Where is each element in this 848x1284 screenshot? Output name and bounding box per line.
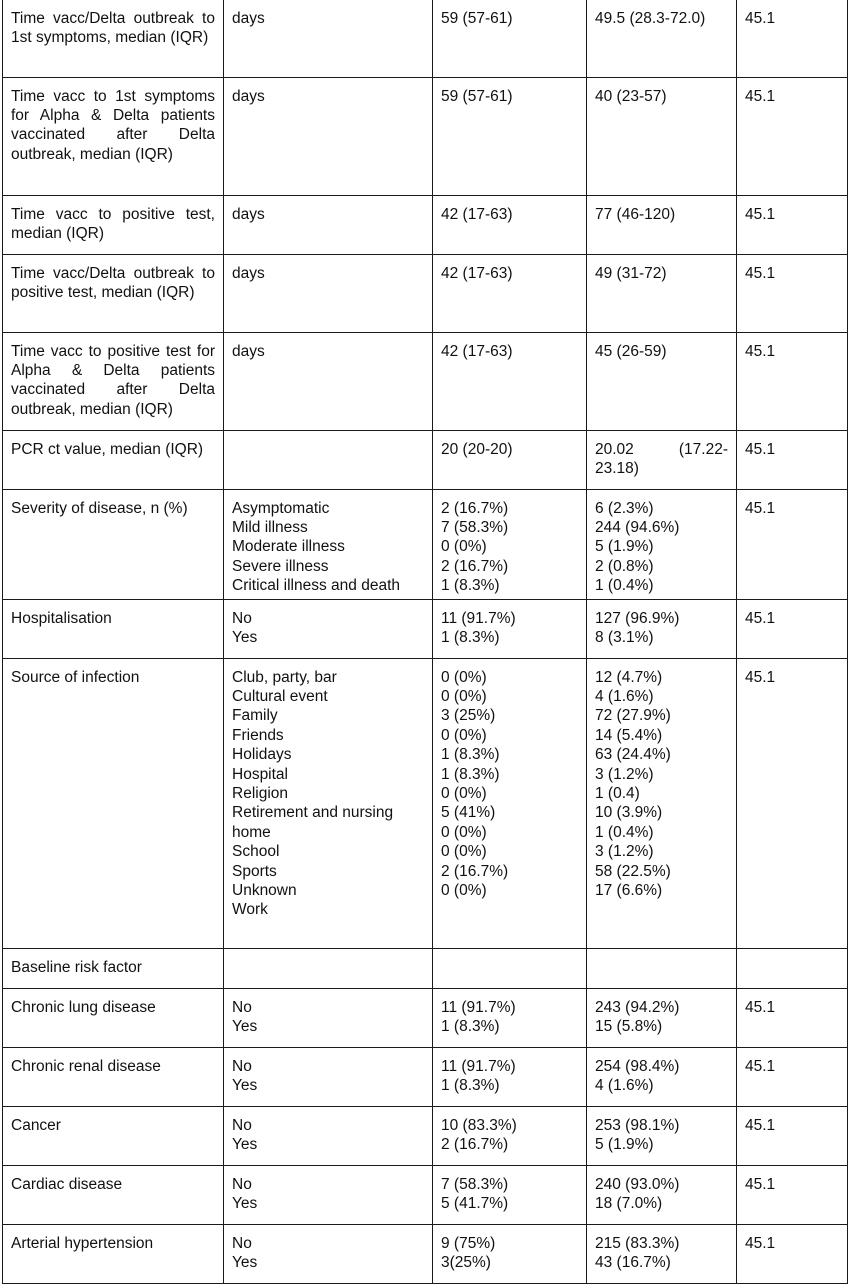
table-row — [3, 658, 848, 948]
group2-value: 6 (2.3%) — [595, 499, 654, 517]
p-value-cell — [737, 489, 848, 599]
group1-value: 2 (16.7%) — [441, 557, 509, 575]
group1-cell — [433, 0, 587, 77]
category-cell — [224, 1165, 433, 1224]
table-row — [3, 1106, 848, 1165]
category-cell — [224, 489, 433, 599]
p-value-cell — [737, 1165, 848, 1224]
group2-cell — [587, 1165, 737, 1224]
group2-value: 45 (26-59) — [595, 342, 667, 360]
group2-value: 12 (4.7%) — [595, 668, 663, 686]
group1-value: 0 (0%) — [441, 784, 487, 802]
category-value: Yes — [232, 628, 258, 646]
group2-value: 3 (1.2%) — [595, 765, 654, 783]
category-cell — [224, 254, 433, 332]
group2-value: 49.5 (28.3-72.0) — [595, 10, 706, 27]
group2-value: 17 (6.6%) — [595, 881, 663, 899]
group1-cell — [433, 254, 587, 332]
row-label-cell — [3, 658, 224, 948]
row-label: Severity of disease, n (%) — [11, 499, 188, 517]
category-value: Sports — [232, 862, 277, 880]
category-value: Asymptomatic — [232, 499, 330, 517]
group2-value: 4 (1.6%) — [595, 1076, 654, 1094]
table-row — [3, 254, 848, 332]
group1-cell — [433, 430, 587, 489]
row-label-cell — [3, 1165, 224, 1224]
category-value: Yes — [232, 1253, 258, 1271]
table-row — [3, 948, 848, 988]
category-value: Religion — [232, 784, 289, 802]
group2-value: 15 (5.8%) — [595, 1017, 663, 1035]
group1-value: 7 (58.3%) — [441, 518, 509, 536]
group2-value: 254 (98.4%) — [595, 1057, 680, 1075]
group1-value: 2 (16.7%) — [441, 499, 509, 517]
p-value: 45.1 — [745, 440, 776, 458]
category-value: Cultural event — [232, 687, 328, 705]
category-cell — [224, 77, 433, 195]
category-cell — [224, 1224, 433, 1283]
group2-value: 14 (5.4%) — [595, 726, 663, 744]
table-row — [3, 1224, 848, 1283]
category-value: No — [232, 609, 252, 627]
category-value: days — [232, 264, 265, 282]
group1-value: 0 (0%) — [441, 538, 487, 556]
p-value: 45.1 — [745, 998, 776, 1016]
table-row — [3, 0, 848, 77]
p-value: 45.1 — [745, 499, 776, 517]
group2-value: 18 (7.0%) — [595, 1194, 663, 1212]
group2-cell — [587, 658, 737, 948]
row-label: Time vacc to positive test, median (IQR) — [11, 205, 215, 242]
p-value: 45.1 — [745, 1116, 776, 1134]
group1-cell — [433, 1047, 587, 1106]
row-label: Time vacc/Delta outbreak to positive test, median (IQR) — [11, 264, 215, 301]
category-value: Club, party, bar — [232, 668, 337, 686]
category-value: School — [232, 843, 280, 861]
group2-value: 58 (22.5%) — [595, 862, 671, 880]
group1-value: 0 (0%) — [441, 823, 487, 841]
category-cell — [224, 332, 433, 430]
category-value: No — [232, 1175, 252, 1193]
group2-cell — [587, 1224, 737, 1283]
group1-value: 11 (91.7%) — [441, 1057, 516, 1075]
category-value: Mild illness — [232, 518, 308, 536]
group2-value: 77 (46-120) — [595, 205, 676, 223]
group1-cell — [433, 1224, 587, 1283]
group2-cell — [587, 1047, 737, 1106]
category-cell — [224, 430, 433, 489]
group1-value: 5 (41%) — [441, 804, 496, 822]
category-value: Hospital — [232, 765, 288, 783]
table-row — [3, 988, 848, 1047]
table-row — [3, 489, 848, 599]
group1-value: 10 (83.3%) — [441, 1116, 517, 1134]
group2-value: 8 (3.1%) — [595, 628, 654, 646]
row-label: Time vacc to 1st symptoms for Alpha & Delta patients vaccinated after Delta outbreak, median (IQR) — [11, 87, 215, 163]
group1-value: 1 (8.3%) — [441, 577, 500, 595]
category-cell — [224, 1047, 433, 1106]
category-value: No — [232, 998, 252, 1016]
p-value-cell — [737, 77, 848, 195]
category-value: home — [232, 823, 271, 841]
group1-value: 0 (0%) — [441, 843, 487, 861]
category-cell — [224, 948, 433, 988]
group2-value: 244 (94.6%) — [595, 518, 680, 536]
category-cell — [224, 988, 433, 1047]
row-label-cell — [3, 988, 224, 1047]
category-value: Yes — [232, 1017, 258, 1035]
group1-value: 2 (16.7%) — [441, 862, 509, 880]
group1-cell — [433, 332, 587, 430]
row-label: Chronic renal disease — [11, 1057, 161, 1075]
group2-cell — [587, 948, 737, 988]
category-value: No — [232, 1057, 252, 1075]
group2-cell — [587, 430, 737, 489]
p-value-cell — [737, 988, 848, 1047]
group1-cell — [433, 1106, 587, 1165]
category-value: Retirement and nursing — [232, 804, 394, 822]
data-table — [2, 0, 848, 1284]
row-label-cell — [3, 332, 224, 430]
group1-value: 0 (0%) — [441, 726, 487, 744]
p-value-cell — [737, 658, 848, 948]
p-value: 45.1 — [745, 609, 776, 627]
row-label: Time vacc/Delta outbreak to 1st symptoms, median (IQR) — [11, 10, 215, 47]
row-label-cell — [3, 599, 224, 658]
p-value: 45.1 — [745, 342, 776, 360]
group1-value: 42 (17-63) — [441, 205, 513, 223]
group2-cell — [587, 1106, 737, 1165]
group1-cell — [433, 599, 587, 658]
category-value: Unknown — [232, 881, 297, 899]
category-value: Friends — [232, 726, 284, 744]
row-label: Chronic lung disease — [11, 998, 156, 1016]
group2-value: 40 (23-57) — [595, 87, 667, 105]
row-label: PCR ct value, median (IQR) — [11, 440, 204, 458]
category-value: Work — [232, 901, 268, 919]
category-value: Moderate illness — [232, 538, 345, 556]
row-label: Baseline risk factor — [11, 958, 142, 976]
category-value: Yes — [232, 1194, 258, 1212]
category-value: days — [232, 10, 265, 27]
category-cell — [224, 599, 433, 658]
row-label: Time vacc to positive test for Alpha & Delta patients vaccinated after Delta outbreak, median (IQR) — [11, 342, 215, 418]
row-label-cell — [3, 948, 224, 988]
group1-value: 3 (25%) — [441, 707, 496, 725]
group2-cell — [587, 0, 737, 77]
group2-value: 5 (1.9%) — [595, 538, 654, 556]
row-label-cell — [3, 1047, 224, 1106]
p-value: 45.1 — [745, 87, 776, 105]
p-value: 45.1 — [745, 1234, 776, 1252]
group2-value: 2 (0.8%) — [595, 557, 654, 575]
group2-value: 72 (27.9%) — [595, 707, 671, 725]
category-value: Yes — [232, 1135, 258, 1153]
group1-value: 59 (57-61) — [441, 87, 513, 105]
row-label-cell — [3, 1224, 224, 1283]
group1-value: 59 (57-61) — [441, 10, 513, 27]
row-label-cell — [3, 0, 224, 77]
group1-value: 0 (0%) — [441, 668, 487, 686]
group1-value: 11 (91.7%) — [441, 609, 516, 627]
group2-value: 1 (0.4) — [595, 784, 640, 802]
category-value: days — [232, 87, 265, 105]
p-value: 45.1 — [745, 264, 776, 282]
p-value-cell — [737, 1106, 848, 1165]
row-label-cell — [3, 77, 224, 195]
table-row — [3, 430, 848, 489]
group1-cell — [433, 1165, 587, 1224]
group2-cell — [587, 77, 737, 195]
group1-cell — [433, 988, 587, 1047]
group1-value: 5 (41.7%) — [441, 1194, 509, 1212]
p-value-cell — [737, 1047, 848, 1106]
group2-cell — [587, 489, 737, 599]
category-cell — [224, 1106, 433, 1165]
category-value: Yes — [232, 1076, 258, 1094]
group2-value: 1 (0.4%) — [595, 577, 654, 595]
group1-value: 2 (16.7%) — [441, 1135, 509, 1153]
table-row — [3, 195, 848, 254]
group1-value: 1 (8.3%) — [441, 628, 500, 646]
group2-cell — [587, 254, 737, 332]
group2-value: 3 (1.2%) — [595, 843, 654, 861]
group1-value: 7 (58.3%) — [441, 1175, 509, 1193]
p-value-cell — [737, 599, 848, 658]
category-value: Severe illness — [232, 557, 329, 575]
category-cell — [224, 0, 433, 77]
p-value: 45.1 — [745, 205, 776, 223]
category-value: No — [232, 1234, 252, 1252]
group2-value: 215 (83.3%) — [595, 1234, 680, 1252]
p-value-cell — [737, 254, 848, 332]
category-cell — [224, 658, 433, 948]
group1-value: 1 (8.3%) — [441, 746, 500, 764]
p-value: 45.1 — [745, 1057, 776, 1075]
group1-cell — [433, 948, 587, 988]
table-row — [3, 77, 848, 195]
group2-value: 253 (98.1%) — [595, 1116, 680, 1134]
table-row — [3, 1047, 848, 1106]
group2-value: 240 (93.0%) — [595, 1175, 680, 1193]
p-value: 45.1 — [745, 1175, 776, 1193]
group1-cell — [433, 489, 587, 599]
row-label: Cardiac disease — [11, 1175, 123, 1193]
row-label: Source of infection — [11, 668, 140, 686]
p-value-cell — [737, 195, 848, 254]
row-label-cell — [3, 489, 224, 599]
group2-value: 243 (94.2%) — [595, 998, 680, 1016]
category-value: Family — [232, 707, 278, 725]
group1-value: 0 (0%) — [441, 881, 487, 899]
group2-value: 49 (31-72) — [595, 264, 667, 282]
group2-value: 10 (3.9%) — [595, 804, 663, 822]
row-label: Cancer — [11, 1116, 61, 1134]
category-value: days — [232, 205, 265, 223]
group1-cell — [433, 195, 587, 254]
group2-cell — [587, 195, 737, 254]
group1-cell — [433, 77, 587, 195]
category-value: Holidays — [232, 746, 292, 764]
category-value: Critical illness and death — [232, 577, 401, 595]
category-value: No — [232, 1116, 252, 1134]
row-label-cell — [3, 195, 224, 254]
group2-value: 127 (96.9%) — [595, 609, 680, 627]
row-label-cell — [3, 430, 224, 489]
group2-cell — [587, 332, 737, 430]
group1-value: 0 (0%) — [441, 687, 487, 705]
p-value: 45.1 — [745, 668, 776, 686]
group1-value: 42 (17-63) — [441, 342, 513, 360]
group2-value: 5 (1.9%) — [595, 1135, 654, 1153]
row-label: Hospitalisation — [11, 609, 112, 627]
group1-value: 20 (20-20) — [441, 440, 513, 458]
group1-cell — [433, 658, 587, 948]
group1-value: 1 (8.3%) — [441, 1017, 500, 1035]
p-value-cell — [737, 430, 848, 489]
group2-value: 1 (0.4%) — [595, 823, 654, 841]
p-value-cell — [737, 0, 848, 77]
group2-cell — [587, 988, 737, 1047]
group1-value: 3(25%) — [441, 1253, 491, 1271]
group2-value: 20.02 (17.22-23.18) — [595, 440, 728, 477]
p-value-cell — [737, 1224, 848, 1283]
table-row — [3, 332, 848, 430]
group1-value: 9 (75%) — [441, 1234, 496, 1252]
group1-value: 1 (8.3%) — [441, 1076, 500, 1094]
table-row — [3, 1165, 848, 1224]
row-label-cell — [3, 254, 224, 332]
category-cell — [224, 195, 433, 254]
group2-value: 43 (16.7%) — [595, 1253, 671, 1271]
row-label-cell — [3, 1106, 224, 1165]
group1-value: 42 (17-63) — [441, 264, 513, 282]
group1-value: 1 (8.3%) — [441, 765, 500, 783]
category-value: days — [232, 342, 265, 360]
row-label: Arterial hypertension — [11, 1234, 154, 1252]
p-value-cell — [737, 948, 848, 988]
group2-value: 63 (24.4%) — [595, 746, 671, 764]
group2-cell — [587, 599, 737, 658]
p-value-cell — [737, 332, 848, 430]
p-value: 45.1 — [745, 10, 776, 27]
table-row — [3, 599, 848, 658]
group1-value: 11 (91.7%) — [441, 998, 516, 1016]
group2-value: 4 (1.6%) — [595, 687, 654, 705]
table-body — [3, 0, 848, 1283]
